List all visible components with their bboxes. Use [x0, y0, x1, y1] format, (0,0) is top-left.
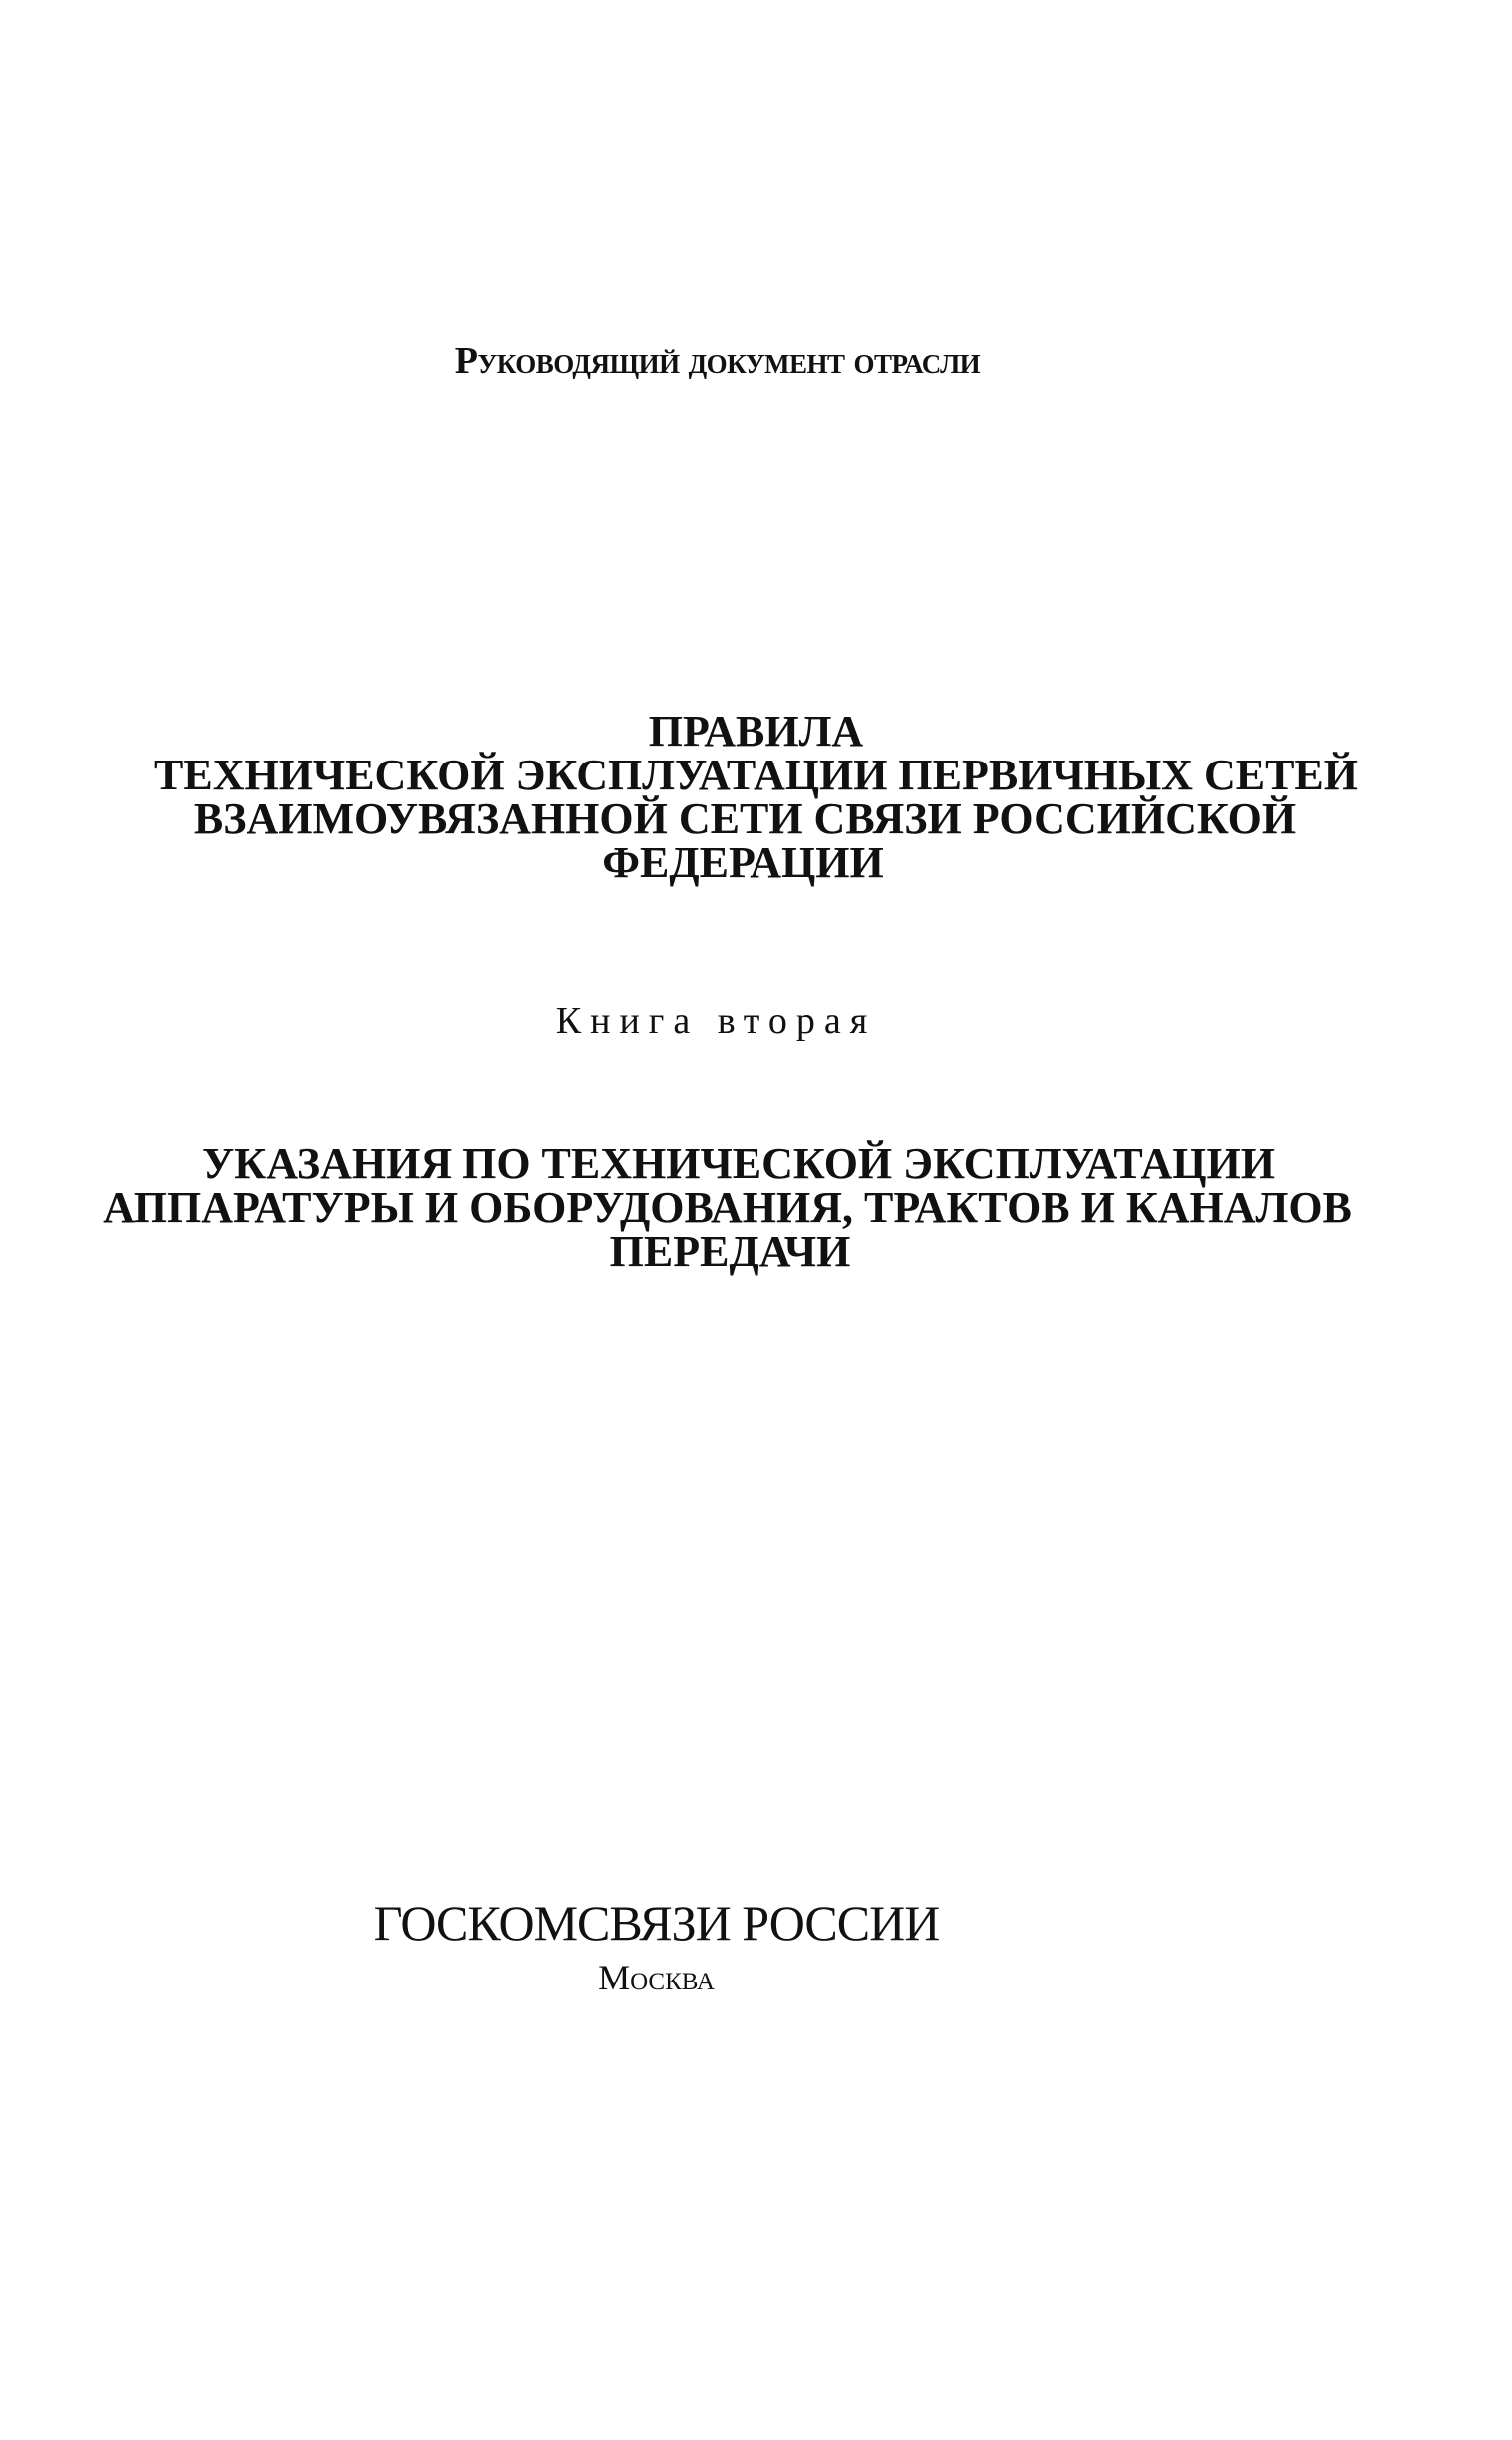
document-subtitle [0, 1139, 1512, 1276]
title-line: ПРАВИЛА [648, 707, 864, 756]
publisher-name: ГОСКОМСВЯЗИ РОССИИ [373, 1895, 940, 1951]
document-title [0, 707, 1512, 887]
title-line: ВЗАИМОУВЯЗАННОЙ СЕТИ СВЯЗИ РОССИЙСКОЙ [193, 794, 1297, 843]
subtitle-line: ПЕРЕДАЧИ [609, 1227, 851, 1276]
document-category-header: Руководящий документ отрасли [454, 340, 981, 382]
title-line: ФЕДЕРАЦИИ [602, 838, 884, 887]
publication-city: Москва [598, 1958, 715, 1997]
subtitle-line: АППАРАТУРЫ И ОБОРУДОВАНИЯ, ТРАКТОВ И КАНАЛОВ [103, 1183, 1352, 1232]
subtitle-line: УКАЗАНИЯ ПО ТЕХНИЧЕСКОЙ ЭКСПЛУАТАЦИИ [202, 1139, 1275, 1188]
book-number: Книга вторая [555, 1000, 877, 1042]
title-line: ТЕХНИЧЕСКОЙ ЭКСПЛУАТАЦИИ ПЕРВИЧНЫХ СЕТЕЙ [154, 751, 1358, 799]
